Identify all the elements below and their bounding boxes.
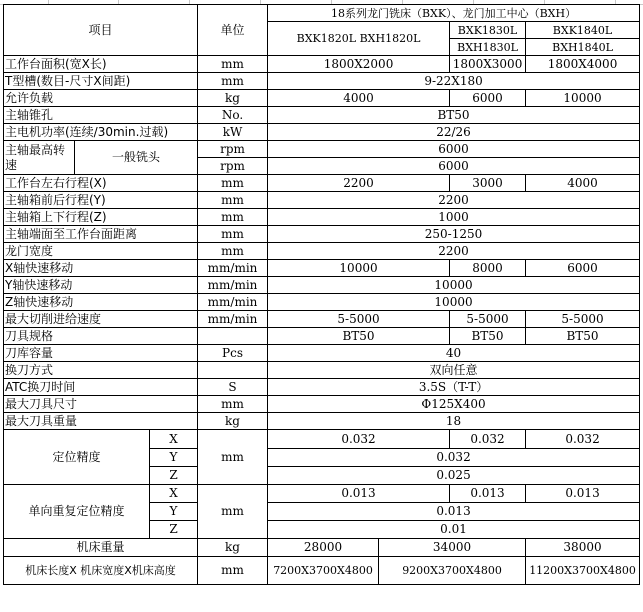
value-all-models: 6000 (268, 158, 640, 175)
row-unit: Pcs (198, 345, 268, 362)
row-unit: mm (198, 557, 268, 585)
row-sublabel: 一般铣头 (75, 141, 198, 175)
row-unit: mm (198, 73, 268, 90)
value-model-3: 4000 (526, 175, 640, 192)
value-model-1: 7200X3700X4800 (268, 557, 379, 585)
row-label: X轴快速移动 (4, 260, 198, 277)
value-model-1: 0.013 (268, 485, 450, 503)
value-all-models: 2200 (268, 243, 640, 260)
row-label: 换刀方式 (4, 362, 198, 379)
row-label: 主轴最高转速 (4, 141, 75, 175)
header-model-2a: BXK1830L (450, 22, 526, 39)
axis-label-y: Y (150, 449, 198, 467)
header-model-3b: BXH1840L (526, 39, 640, 56)
value-model-1: 1800X2000 (268, 56, 450, 73)
value-model-2: 1800X3000 (450, 56, 526, 73)
row-unit: mm (198, 430, 268, 485)
axis-label-z: Z (150, 521, 198, 539)
row-label: 机床长度X 机床宽度X机床高度 (4, 557, 198, 585)
value-all-models: Φ125X400 (268, 396, 640, 413)
value-all-models: 1000 (268, 209, 640, 226)
value-model-3: 0.013 (526, 485, 640, 503)
row-unit: S (198, 379, 268, 396)
row-unit: mm (198, 56, 268, 73)
value-model-2: 34000 (379, 539, 526, 557)
row-unit: mm (198, 396, 268, 413)
value-model-1: BT50 (268, 328, 450, 345)
row-label: Z轴快速移动 (4, 294, 198, 311)
row-label: 定位精度 (4, 430, 150, 485)
row-unit: rpm (198, 141, 268, 158)
row-unit: rpm (198, 158, 268, 175)
row-unit: mm/min (198, 294, 268, 311)
row-label: 主电机功率(连续/30min.过载) (4, 124, 198, 141)
spec-table (3, 4, 640, 585)
value-model-1: 28000 (268, 539, 379, 557)
row-label: 主轴端面至工作台面距离 (4, 226, 198, 243)
row-label: 龙门宽度 (4, 243, 198, 260)
row-label: 主轴锥孔 (4, 107, 198, 124)
value-model-2: 0.032 (450, 430, 526, 449)
value-all-models: 10000 (268, 277, 640, 294)
value-model-3: 10000 (526, 90, 640, 107)
row-label: Y轴快速移动 (4, 277, 198, 294)
value-model-3: 6000 (526, 260, 640, 277)
header-model-2b: BXH1830L (450, 39, 526, 56)
row-unit: mm/min (198, 277, 268, 294)
header-model-3a: BXK1840L (526, 22, 640, 39)
value-all-models: 2200 (268, 192, 640, 209)
header-model-1: BXK1820L BXH1820L (268, 22, 450, 56)
axis-label-z: Z (150, 467, 198, 485)
row-unit: mm (198, 226, 268, 243)
row-unit: mm (198, 243, 268, 260)
row-unit: mm (198, 192, 268, 209)
value-model-2: 8000 (450, 260, 526, 277)
value-model-2: BT50 (450, 328, 526, 345)
value-model-2: 6000 (450, 90, 526, 107)
row-label: 机床重量 (4, 539, 198, 557)
value-all-models: 22/26 (268, 124, 640, 141)
value-all-models: 18 (268, 413, 640, 430)
value-model-1: 4000 (268, 90, 450, 107)
row-label: 最大刀具尺寸 (4, 396, 198, 413)
value-model-3: 11200X3700X4800 (526, 557, 640, 585)
value-all-models: 250-1250 (268, 226, 640, 243)
axis-label-x: X (150, 430, 198, 449)
row-label: T型槽(数目-尺寸X间距) (4, 73, 198, 90)
value-model-1: 10000 (268, 260, 450, 277)
header-unit: 单位 (198, 5, 268, 56)
value-all-models: 40 (268, 345, 640, 362)
value-model-1: 5-5000 (268, 311, 450, 328)
value-model-2: 5-5000 (450, 311, 526, 328)
row-unit: kg (198, 539, 268, 557)
row-label: 主轴箱上下行程(Z) (4, 209, 198, 226)
row-unit: mm (198, 485, 268, 539)
value-all-models: 0.025 (268, 467, 640, 485)
row-label: 单向重复定位精度 (4, 485, 150, 539)
value-all-models: 0.013 (268, 503, 640, 521)
value-all-models: 0.032 (268, 449, 640, 467)
value-model-2: 9200X3700X4800 (379, 557, 526, 585)
row-label: 工作台面积(宽X长) (4, 56, 198, 73)
row-label: 主轴箱前后行程(Y) (4, 192, 198, 209)
value-model-2: 3000 (450, 175, 526, 192)
value-all-models: 0.01 (268, 521, 640, 539)
axis-label-y: Y (150, 503, 198, 521)
value-model-1: 2200 (268, 175, 450, 192)
value-model-2: 0.013 (450, 485, 526, 503)
row-unit: kg (198, 413, 268, 430)
header-item: 项目 (4, 5, 198, 56)
row-label: ATC换刀时间 (4, 379, 198, 396)
value-all-models: 9-22X180 (268, 73, 640, 90)
value-model-3: 5-5000 (526, 311, 640, 328)
row-label: 刀库容量 (4, 345, 198, 362)
row-unit (198, 362, 268, 379)
row-unit: No. (198, 107, 268, 124)
row-unit: mm/min (198, 311, 268, 328)
value-all-models: BT50 (268, 107, 640, 124)
row-unit: kg (198, 90, 268, 107)
value-model-3: BT50 (526, 328, 640, 345)
value-model-3: 1800X4000 (526, 56, 640, 73)
header-series: 18系列龙门铣床（BXK）、龙门加工中心（BXH） (268, 5, 640, 22)
axis-label-x: X (150, 485, 198, 503)
row-label: 最大刀具重量 (4, 413, 198, 430)
value-model-3: 38000 (526, 539, 640, 557)
row-unit: kW (198, 124, 268, 141)
value-all-models: 10000 (268, 294, 640, 311)
value-all-models: 双向任意 (268, 362, 640, 379)
value-model-1: 0.032 (268, 430, 450, 449)
row-label: 刀具规格 (4, 328, 198, 345)
row-label: 工作台左右行程(X) (4, 175, 198, 192)
value-all-models: 3.5S（T-T） (268, 379, 640, 396)
value-all-models: 6000 (268, 141, 640, 158)
row-unit: mm (198, 175, 268, 192)
value-model-3: 0.032 (526, 430, 640, 449)
row-label: 允许负载 (4, 90, 198, 107)
row-label: 最大切削进给速度 (4, 311, 198, 328)
row-unit: mm/min (198, 260, 268, 277)
row-unit: mm (198, 209, 268, 226)
row-unit (198, 328, 268, 345)
